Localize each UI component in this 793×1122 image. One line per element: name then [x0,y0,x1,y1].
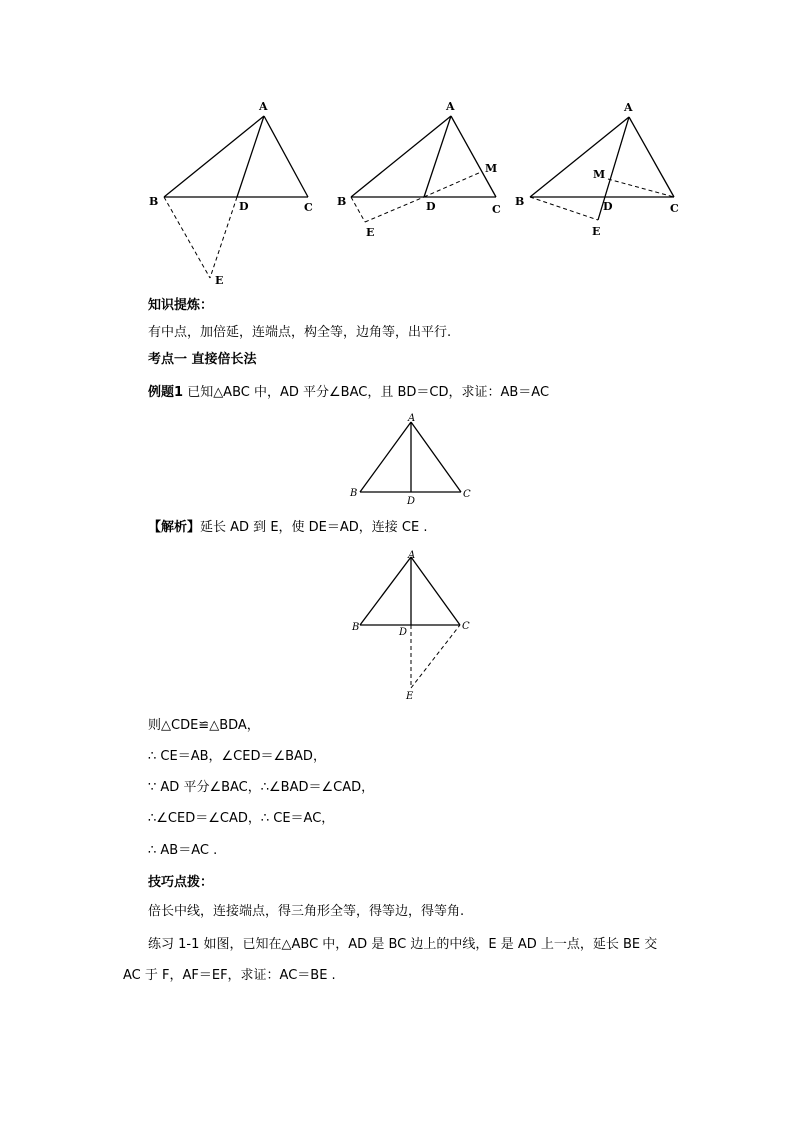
label-d: D [407,496,416,507]
proof-line: ∴ CE＝AB，∠CED＝∠BAD， [148,749,326,764]
label-b: B [337,195,347,208]
label-e: E [366,226,375,239]
label-a: A [408,413,416,424]
example1-label: 例题1 [148,385,184,400]
label-m: M [593,168,606,181]
label-c: C [304,201,313,214]
tips-title: 技巧点拨： [148,875,214,890]
label-e: E [215,274,224,287]
label-m: M [485,162,498,175]
figure-midline-extension-3 [510,95,700,245]
label-d: D [603,200,613,213]
label-c: C [670,202,679,215]
exercise-line1: 练习 1-1 如图，已知在△ABC 中，AD 是 BC 边上的中线，E 是 AD 上一点，延长 BE 交 [148,937,658,952]
analysis-text: 延长 AD 到 E，使 DE＝AD，连接 CE . [200,520,428,535]
label-b: B [350,488,358,499]
exercise-line2: AC 于 F，AF＝EF，求证：AC＝BE . [123,968,336,983]
label-e: E [406,691,414,702]
figure-analysis [340,548,480,708]
label-e: E [592,225,601,238]
analysis [148,519,427,537]
knowledge-text: 有中点，加倍延，连端点，构全等，边角等，出平行. [148,325,452,340]
label-d: D [239,200,249,213]
label-b: B [352,622,360,633]
label-d: D [399,627,408,638]
figure-midline-extension-1 [140,95,330,295]
example1-text: 已知△ABC 中，AD 平分∠BAC，且 BD＝CD，求证：AB＝AC [187,385,550,400]
topic-title: 考点一 直接倍长法 [148,352,257,367]
label-a: A [408,550,416,561]
label-a: A [624,101,633,114]
proof-line: ∴ AB＝AC . [148,843,218,858]
figure-example1 [340,410,480,510]
example1 [148,384,549,402]
label-c: C [462,621,470,632]
figure-midline-extension-2 [330,95,520,245]
label-a: A [446,100,455,113]
label-c: C [463,489,471,500]
label-c: C [492,203,501,216]
proof-line: 则△CDE≌△BDA， [148,718,260,733]
knowledge-title: 知识提炼： [148,298,214,313]
label-b: B [515,195,525,208]
proof-line: ∴∠CED＝∠CAD，∴ CE＝AC， [148,811,335,826]
label-b: B [149,195,159,208]
label-a: A [259,100,268,113]
tips-text: 倍长中线，连接端点，得三角形全等，得等边，得等角. [148,904,465,919]
proof-line: ∵ AD 平分∠BAC，∴∠BAD＝∠CAD， [148,780,375,795]
analysis-label: 【解析】 [148,520,201,535]
label-d: D [426,200,436,213]
